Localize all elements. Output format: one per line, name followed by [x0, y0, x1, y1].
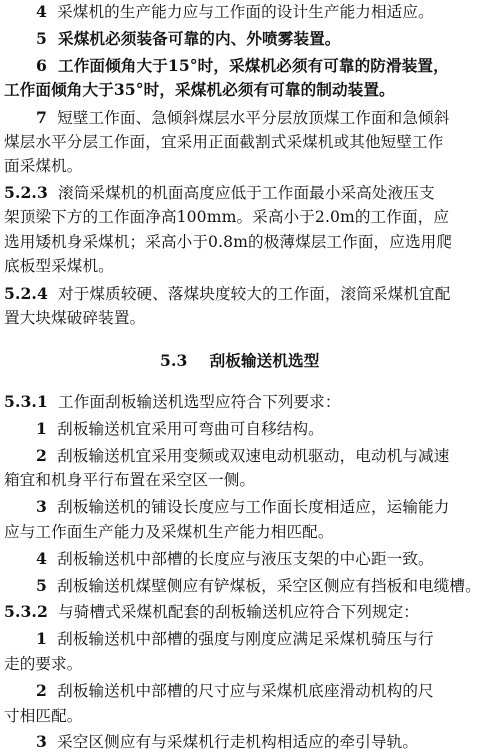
item-line: 5 采煤机必须装备可靠的内、外喷雾装置。 [36, 29, 341, 48]
item-line: 3 采空区侧应有与采煤机行走机构相适应的牵引导轨。 [36, 732, 419, 751]
clause-line: 5.2.3 滚筒采煤机的机面高度应低于工作面最小采高处液压支 [4, 183, 435, 202]
item-line: 1 刮板输送机中部槽的强度与刚度应满足采煤机骑压与行 [36, 629, 434, 648]
item-line: 4 采煤机的生产能力应与工作面的设计生产能力相适应。 [36, 2, 434, 21]
item-continuation-line: 寸相匹配。 [4, 707, 83, 725]
clause-line: 5.2.4 对于煤质较硬、落煤块度较大的工作面，滚筒采煤机宜配 [4, 284, 451, 303]
item-line: 4 刮板输送机中部槽的长度应与液压支架的中心距一致。 [36, 549, 434, 568]
item-line: 5 刮板输送机煤壁侧应有铲煤板，采空区侧应有挡板和电缆槽。 [36, 576, 481, 595]
item-line: 7 短壁工作面、急倾斜煤层水平分层放顶煤工作面和急倾斜 [36, 108, 450, 127]
item-line: 6 工作面倾角大于15°时，采煤机必须有可靠的防滑装置， [36, 56, 449, 75]
clause-continuation-line: 置大块煤破碎装置。 [4, 309, 146, 327]
item-line: 2 刮板输送机宜采用变频或双速电动机驱动，电动机与减速 [36, 446, 450, 465]
item-line: 3 刮板输送机的铺设长度应与工作面长度相适应，运输能力 [36, 497, 450, 516]
section-heading: 5.3 刮板输送机选型 [160, 351, 320, 370]
clause-line: 5.3.1 工作面刮板输送机选型应符合下列要求： [4, 392, 341, 411]
item-line: 2 刮板输送机中部槽的尺寸应与采煤机底座滑动机构的尺 [36, 681, 434, 700]
clause-continuation-line: 选用矮机身采煤机；采高小于0.8m的极薄煤层工作面，应选用爬 [4, 233, 453, 251]
clause-continuation-line: 底板型采煤机。 [4, 257, 114, 275]
item-continuation-line: 箱宜和机身平行布置在采空区一侧。 [4, 471, 256, 489]
item-continuation-line: 应与工作面生产能力及采煤机生产能力相匹配。 [4, 523, 334, 541]
item-continuation-line: 面采煤机。 [4, 157, 83, 175]
clause-continuation-line: 架顶梁下方的工作面净高100mm。采高小于2.0m的工作面，应 [4, 208, 450, 226]
item-continuation-line: 工作面倾角大于35°时，采煤机必须有可靠的制动装置。 [4, 80, 395, 99]
item-line: 1 刮板输送机宜采用可弯曲可自移结构。 [36, 419, 324, 438]
item-continuation-line: 走的要求。 [4, 655, 83, 673]
item-continuation-line: 煤层水平分层工作面，宜采用正面截割式采煤机或其他短壁工作 [4, 133, 444, 151]
clause-line: 5.3.2 与骑槽式采煤机配套的刮板输送机应符合下列规定： [4, 602, 420, 621]
